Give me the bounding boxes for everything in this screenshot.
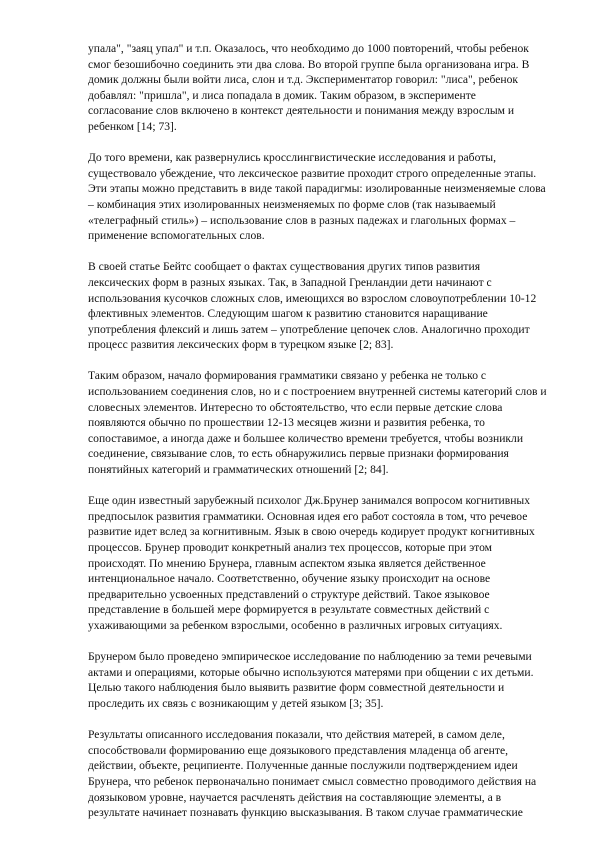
text-line: использования кусочков сложных слов, имеющихся во взрослом словоупотреблении 10-12 xyxy=(88,291,537,305)
text-line: процессов. Брунер проводит конкретный анализ тех процессов, которые при этом xyxy=(88,541,493,554)
text-line: представление в большей мере формируется в результате совместных действий с xyxy=(88,603,490,617)
text-line: происходят. По мнению Брунера, главным аспектом языка является действенное xyxy=(88,556,486,570)
text-line: доязыковом уровне, научается расчленять действия на составляющие элементы, а в xyxy=(88,790,502,804)
text-line: результате начинает познавать функцию высказывания. В таком случае грамматические xyxy=(88,806,523,820)
text-line: «телеграфный стиль») – использование слов в разных падежах и глагольных формах – xyxy=(88,213,516,227)
text-line: Брунером было проведено эмпирическое исследование по наблюдению за теми речевыми xyxy=(88,650,532,664)
text-line: использованием соединения слов, но и с построением внутренней системы категорий слов и xyxy=(88,385,547,399)
text-line: понятийных категорий и грамматических отношений [2; 84]. xyxy=(88,463,389,477)
text-line: сопоставимое, а иногда даже и большее количество времени требуется, чтобы возникли xyxy=(88,431,524,445)
text-line: флективных элементов. Следующим шагом к развитию становится наращивание xyxy=(88,307,488,321)
text-line: предварительно усвоенных представлений о структуре действий. Такое языковое xyxy=(88,587,490,601)
text-line: соединение, связывание слов, то есть обнаружились первые признаки формирования xyxy=(88,447,509,461)
paragraph xyxy=(88,259,537,353)
text-line: актами и операциями, которые обычно используются матерями при общении с их детьми. xyxy=(88,665,534,679)
text-line: проследить их связь с возникающим у детей языком [3; 35]. xyxy=(88,696,384,710)
text-line: домик должны были войти лиса, слон и т.д. Экспериментатор говорил: "лиса", ребенок xyxy=(88,73,519,87)
text-line: – комбинация этих изолированных неизменяемых по форме слов (так называемый xyxy=(88,197,496,211)
text-line: Брунера, что ребенок первоначально понимает смысл совместно проводимого действия на xyxy=(88,774,537,788)
text-line: появляются обычно по прошествии 12-13 месяцев жизни и развития ребенка, то xyxy=(88,416,485,430)
text-line: интенциональное начало. Соответственно, обучение языку происходит на основе xyxy=(88,572,491,586)
text-line: процесс развития лексических форм в турецком языке [2; 83]. xyxy=(88,338,394,352)
text-line: развитие идет вслед за когнитивным. Язык в свою очередь кодирует продукт когнитивных xyxy=(88,525,535,539)
text-line: лексических форм в разных языках. Так, в Западной Гренландии дети начинают с xyxy=(88,275,492,289)
text-line: словесных элементов. Интересно то обстоятельство, что если первые детские слова xyxy=(88,400,503,414)
text-line: ухаживающими за ребенком взрослыми, особенно в различных игровых ситуациях. xyxy=(88,618,503,632)
paragraph xyxy=(88,493,535,633)
paragraph xyxy=(88,150,546,244)
text-line: смог безошибочно соединить эти два слова. Во второй группе была организована игра. В xyxy=(88,57,530,71)
text-line: употребления флексий и лишь затем – употребление цепочек слов. Аналогично проходит xyxy=(88,322,530,336)
text-line: предпосылок развития грамматики. Основная идея его работ состояла в том, что речевое xyxy=(88,509,528,523)
text-line: До того времени, как развернулись кросслингвистические исследования и работы, xyxy=(88,151,496,165)
text-line: Еще один известный зарубежный психолог Дж.Брунер занимался вопросом когнитивных xyxy=(88,494,530,508)
paragraph xyxy=(88,649,534,711)
paragraph xyxy=(88,368,547,477)
text-line: Таким образом, начало формирования грамматики связано у ребенка не только с xyxy=(88,369,487,383)
text-line: ребенком [14; 73]. xyxy=(88,119,177,133)
paragraph xyxy=(88,727,537,821)
text-line: способствовали формированию еще доязыкового представления младенца об агенте, xyxy=(88,743,508,757)
text-line: согласование слов включено в контекст деятельности и понимания между взрослым и xyxy=(88,104,515,118)
text-line: существовало убеждение, что лексическое развитие проходит строго определенные этапы. xyxy=(88,166,537,180)
text-line: упала", "заяц упал" и т.п. Оказалось, что необходимо до 1000 повторений, чтобы ребенок xyxy=(88,42,529,55)
text-line: Целью такого наблюдения было выявить развитие форм совместной деятельности и xyxy=(88,681,505,695)
body-text xyxy=(88,41,547,836)
text-line: В своей статье Бейтс сообщает о фактах существования других типов развития xyxy=(88,260,481,274)
paragraph xyxy=(88,41,528,135)
text-line: добавлял: "пришла", и лиса попадала в домик. Таким образом, в эксперименте xyxy=(88,88,476,102)
text-line: Результаты описанного исследования показали, что действия матерей, в самом деле, xyxy=(88,728,505,742)
text-line: действии, объекте, реципиенте. Полученные данные послужили подтверждением идеи xyxy=(88,759,518,773)
text-line: применение вспомогательных слов. xyxy=(88,229,265,243)
text-line: Эти этапы можно представить в виде такой парадигмы: изолированные неизменяемые слова xyxy=(88,182,546,196)
